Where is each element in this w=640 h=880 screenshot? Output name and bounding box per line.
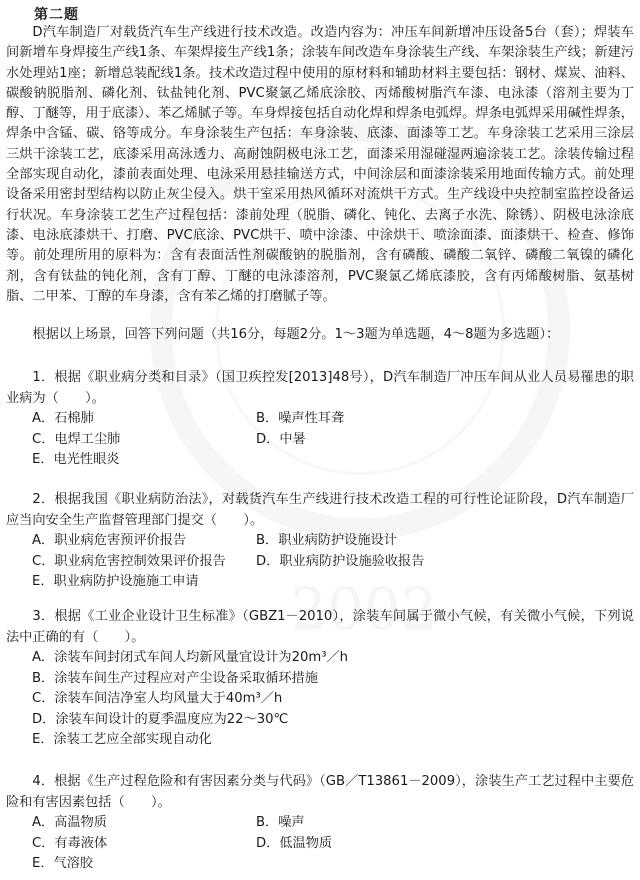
instructions: 根据以上场景，回答下列问题（共16分，每题2分。1～3题为单选题，4～8题为多选题）：: [32, 327, 560, 342]
option-c[interactable]: C．有毒液体: [32, 835, 108, 851]
option-d[interactable]: D．职业病防护设施验收报告: [256, 553, 425, 569]
option-list: [6, 648, 634, 751]
option-a[interactable]: A．职业病危害预评价报告: [32, 533, 187, 548]
option-b[interactable]: B．涂装车间生产过程应对产尘设备采取循环措施: [32, 670, 318, 686]
option-d[interactable]: D．低温物质: [256, 835, 333, 851]
question-4: [6, 772, 634, 875]
question-stem: 3．根据《工业企业设计卫生标准》（GBZ1－2010），涂装车间属于微小气候，有关微小气候，下列说法中正确的有（ ）。: [6, 609, 634, 645]
option-b[interactable]: B．噪声: [256, 815, 305, 830]
option-b[interactable]: B．噪声性耳聋: [256, 411, 345, 426]
option-b[interactable]: B．职业病防护设施设计: [256, 533, 397, 548]
question-stem: 1．根据《职业病分类和目录》（国卫疾控发[2013]48号），D汽车制造厂冲压车间从业人员易罹患的职业病为（ ）。: [6, 370, 634, 406]
option-e[interactable]: E．电光性眼炎: [32, 452, 120, 467]
question-1: [6, 368, 634, 471]
question-2: [6, 490, 634, 593]
option-list: [6, 531, 634, 593]
option-c[interactable]: C．涂装车间洁净室人均风量大于40m³／h: [32, 691, 283, 706]
question-stem: 4．根据《生产过程危险和有害因素分类与代码》（GB／T13861－2009），涂装生产工艺过程中主要危险和有害因素包括（ ）。: [6, 774, 634, 810]
option-a[interactable]: A．高温物质: [32, 815, 107, 830]
option-e[interactable]: E．气溶胶: [32, 856, 94, 871]
question-stem: 2．根据我国《职业病防治法》，对载货汽车生产线进行技术改造工程的可行性论证阶段，D汽车制造厂应当向安全生产监督管理部门提交（ ）。: [6, 492, 634, 528]
option-list: [6, 409, 634, 471]
option-a[interactable]: A．涂装车间封闭式车间人均新风量宜设计为20m³／h: [32, 650, 349, 665]
option-c[interactable]: C．职业病危害控制效果评价报告: [32, 553, 226, 569]
option-d[interactable]: D．中暑: [256, 431, 306, 447]
option-a[interactable]: A．石棉肺: [32, 411, 94, 426]
question-3: [6, 607, 634, 751]
scenario-paragraph: D汽车制造厂对载货汽车生产线进行技术改造。改造内容为：冲压车间新增冲压设备5台（套）；焊装车间新增车身焊接生产线1条、车架焊接生产线1条；涂装车间改造车身涂装生产线、车架涂装生产线；新建污水处理站1座；新增总装配线1条。技术改造过程中使用的原材料和辅助材料主要包括：钢材、煤炭、油料、碳酸钠脱脂剂、磷化剂、钛盐钝化剂、PVC聚氯乙烯底涂胶、丙烯酸树脂汽车漆、电泳漆（溶剂主要为丁醇、丁醚等，用于底漆）、苯乙烯腻子等。车身焊接包括自动化焊和焊条电弧焊。焊条电弧焊采用碱性焊条，焊条中含锰、碳、铬等成分。车身涂装生产包括：车身涂装、底漆、面漆等工艺。车身涂装工艺采用三涂层三烘干涂装工艺，底漆采用高泳透力、高耐蚀阴极电泳工艺，面漆采用湿碰湿两遍涂装工艺。涂装传输过程全部实现自动化，漆前表面处理、电泳采用悬挂输送方式，中间涂层和面漆涂装采用地面传输方式。前处理设备采用密封型结构以防止灰尘侵入。烘干室采用热风循环对流烘干方式。生产线设中央控制室监控设备运行状况。车身涂装工艺生产过程包括：漆前处理（脱脂、磷化、钝化、去离子水洗、除锈）、阴极电泳涂底漆、电泳底漆烘干、打磨、PVC底涂、PVC烘干、喷中涂漆、中涂烘干、喷涂面漆、面漆烘干、检查、修饰等。前处理所用的原料为：含有表面活性剂碳酸钠的脱脂剂，含有磷酸、磷酸二氧锌、磷酸二氧镍的磷化剂，含有钛盐的钝化剂，含有丁醇、丁醚的电泳漆溶剂，PVC聚氯乙烯底漆胶，含有丙烯酸树脂、氨基树脂、二甲苯、丁醇的车身漆，含有苯乙烯的打磨腻子等。: [6, 25, 634, 304]
option-d[interactable]: D．涂装车间设计的夏季温度应为22～30℃: [32, 711, 289, 727]
section-title: 第二题: [34, 7, 79, 23]
option-list: [6, 813, 634, 875]
option-e[interactable]: E．职业病防护设施施工申请: [32, 574, 199, 589]
option-c[interactable]: C．电焊工尘肺: [32, 431, 121, 447]
option-e[interactable]: E．涂装工艺应全部实现自动化: [32, 732, 212, 747]
